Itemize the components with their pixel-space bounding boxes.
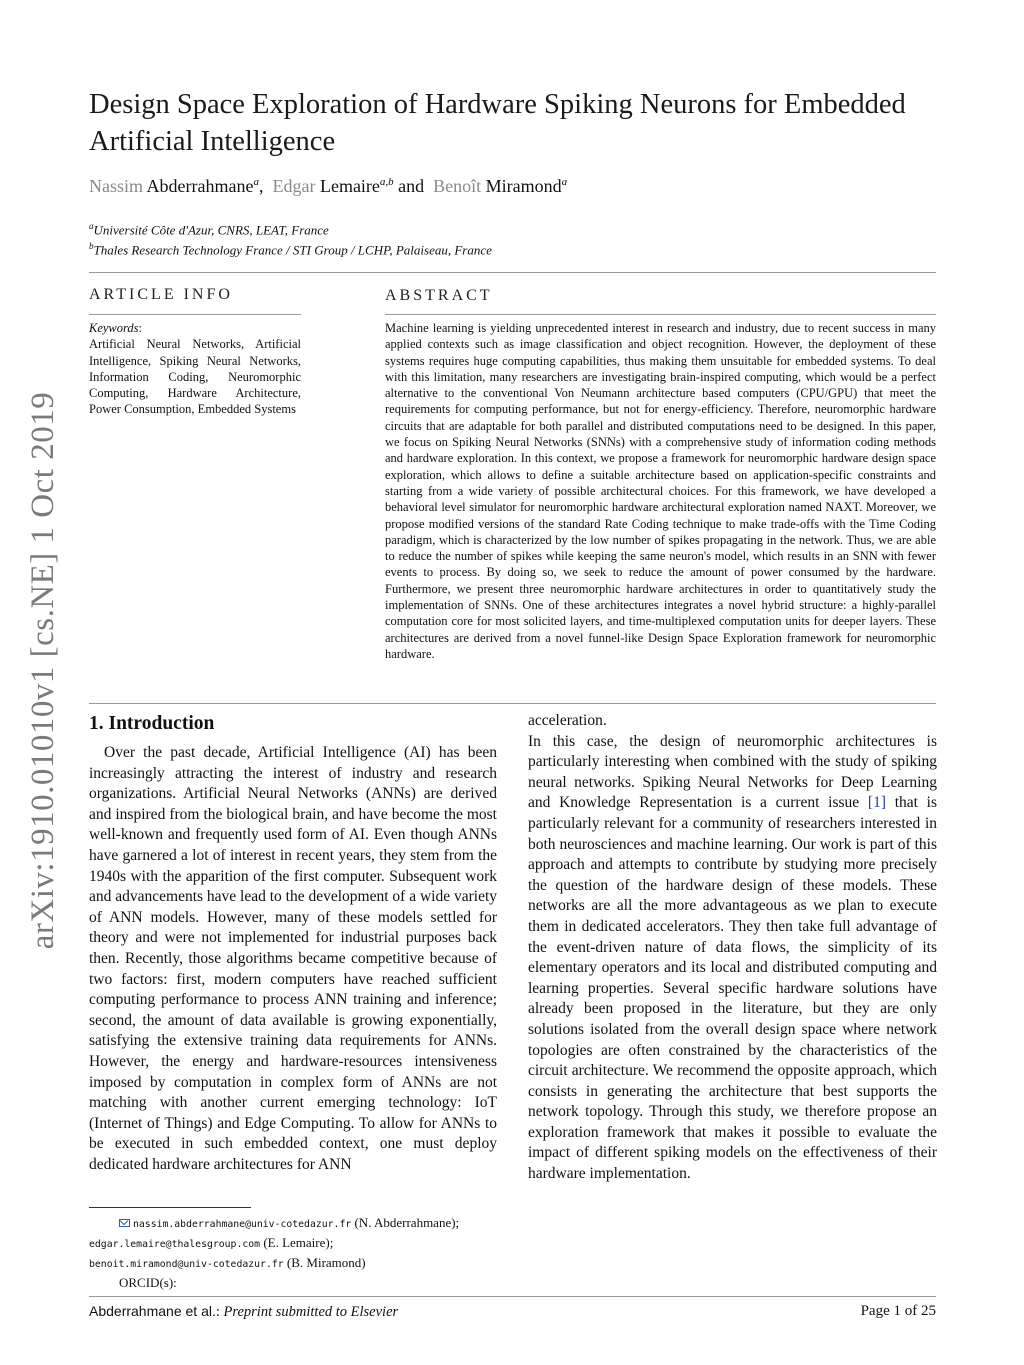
paper-title: Design Space Exploration of Hardware Spiking Neurons for Embedded Artificial Intelligence [89,89,906,157]
footnote-email-2: edgar.lemaire@thalesgroup.com (E. Lemaire); [89,1235,334,1250]
introduction-left-column: Over the past decade, Artificial Intelligence (AI) has been increasingly attracting the interest of industry and research organizations. Artificial Neural Networks (ANNs) are derived and inspired from the biological brain, and have become the most well-known and frequently used form of AI. Even though ANNs have garnered a lot of interest in recent years, they stem from the 1940s with the apparition of the first computer. Subsequent work and advancements have lead to the development of a wide variety of ANN models. However, many of these models settled for theory and were not implemented for industrial purposes back then. Recently, those algorithms became competitive because of two factors: first, modern computers have reached sufficient computing performance to process ANN training and inference; second, the amount of data available is growing exponentially, satisfying the extensive training data requirements for ANNs. However, the energy and hardware-resources intensiveness imposed by computation in complex form of ANNs are not matching with another current emerging technology: IoT (Internet of Things) and Edge Computing. To allow for ANNs to be executed in such embedded context, one must deploy dedicated hardware architectures for ANN [89,744,498,1173]
author-1[interactable]: Nassim Abderrahmane$^a$ [89,176,259,196]
footer-citation: Abderrahmane et al.: Preprint submitted to Elsevier [89,1303,399,1320]
header-divider [89,272,936,273]
footer-divider [89,1296,936,1297]
email-link-2[interactable]: edgar.lemaire@thalesgroup.com [89,1239,261,1250]
article-info-heading: ARTICLE INFO [89,286,233,303]
affiliation-b: $^b$Thales Research Technology France / STI Group / LCHP, Palaiseau, France [89,241,492,258]
arxiv-id: arXiv:1910.01010v1 [cs.NE] 1 Oct 2019 [25,391,62,949]
arxiv-stamp [14,380,74,960]
body-divider [89,703,936,704]
footnote-divider [89,1207,251,1208]
article-info-divider [89,314,301,315]
abstract-heading: ABSTRACT [385,287,493,304]
orcid-line: ORCID(s): [119,1275,177,1290]
author-2[interactable]: Edgar Lemaire$^{a,b}$ [272,176,394,196]
section-heading-introduction: 1. Introduction [89,713,215,734]
right-first-line: acceleration. [528,712,607,729]
email-link-1[interactable]: nassim.abderrahmane@univ-cotedazur.fr [133,1219,352,1230]
introduction-right-column [528,711,937,1185]
page-number: Page 1 of 25 [860,1303,936,1319]
footnotes [89,1214,509,1292]
footnote-email-3: benoit.miramond@univ-cotedazur.fr (B. Miramond) [89,1255,366,1270]
author-list: Nassim Abderrahmane$^a$, Edgar Lemaire$^{a,b}$ and Benoît Miramond$^a$ [89,176,568,196]
footnote-email-1: nassim.abderrahmane@univ-cotedazur.fr (N. Abderrahmane); [89,1214,509,1234]
keywords-text: Artificial Neural Networks, Artificial Intelligence, Spiking Neural Networks, Information Coding, Neuromorphic Computing, Hardware Architecture, Power Consumption, Embedded Systems [89,337,301,417]
abstract-text: Machine learning is yielding unprecedented interest in research and industry, due to recent success in many applied contexts such as image classification and object recognition. However, the deployment of these systems requires huge computing capabilities, thus making them unsuitable for embedded systems. To deal with this limitation, many researchers are investigating brain-inspired computing, which would be a perfect alternative to the conventional Von Neumann architecture based computers (CPU/GPU) that meet the requirements for computing performance, but not for energy-efficiency. Therefore, neuromorphic hardware circuits that are adaptable for both parallel and distributed computations need to be designed. In this paper, we focus on Spiking Neural Networks (SNNs) with a comprehensive study of information coding methods and hardware exploration. In this context, we propose a framework for neuromorphic hardware design space exploration, which allows to define a suitable architecture based on application-specific constraints and starting from a wide variety of possible architectural choices. For this framework, we have developed a behavioral level simulator for neuromorphic hardware architectural exploration named NAXT. Moreover, we propose modified versions of the standard Rate Coding technique to make trade-offs with the Time Coding paradigm, which is characterized by the low number of spikes propagating in the network. Thus, we are able to reduce the number of spikes while keeping the same neuron's model, which results in an SNN with fewer events to process. By doing so, we seek to reduce the amount of power consumed by the hardware. Furthermore, we present three neuromorphic hardware architectures in order to quantitatively study the implementation of SNNs. One of these architectures integrates a novel hybrid structure: a highly-parallel computation core for most solicited layers, and time-multiplexed computation units for deeper layers. These architectures are derived from a novel funnel-like Design Space Exploration framework for neuromorphic hardware. [385,321,936,661]
envelope-icon [119,1219,130,1227]
email-link-3[interactable]: benoit.miramond@univ-cotedazur.fr [89,1259,284,1270]
keywords-label: Keywords [89,321,139,335]
abstract-divider [385,314,936,315]
citation-link[interactable]: [1] [867,794,886,812]
right-paragraph: In this case, the design of neuromorphic architectures is particularly interesting when combined with the study of spiking neural networks. Spiking Neural Networks for Deep Learning and Knowledge Representation is a current issue [1] that is particularly relevant for a community of researchers interested in both neurosciences and machine learning. Our work is part of this approach and attempts to contribute by studying more precisely the question of the hardware design of these models. These networks are all the more advantageous as we plan to execute them in dedicated accelerators. They then take full advantage of the event-driven nature of data flows, the simplicity of its elementary operators and its local and distributed computing and learning properties. Several specific hardware solutions have already been proposed in the literature, but they are only solutions isolated from the overall design space where network topologies are often constrained by the characteristics of the circuit architecture. We recommend the opposite approach, which consists in generating the architecture that best supports the network topology. Through this study, we therefore propose an exploration framework that makes it possible to evaluate the impact of different spiking models on the effectiveness of their hardware implementation. [528,732,937,1183]
keywords-block: Keywords: Artificial Neural Networks, Artificial Intelligence, Spiking Neural Networks, Information Coding, Neuromorphic Computing, Hardware Architecture, Power Consumption, Embedded Systems [89,321,301,417]
affiliation-a: $^a$Université Côte d'Azur, CNRS, LEAT, France [89,221,329,238]
author-3[interactable]: Benoît Miramond$^a$ [433,176,568,196]
